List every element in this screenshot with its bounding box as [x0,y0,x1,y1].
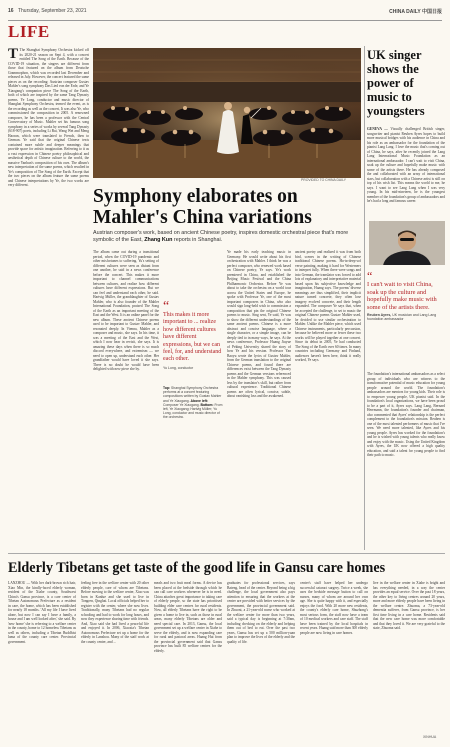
side-headline: UK singer shows the power of music to youngsters [367,48,425,118]
side-story-col-1 [367,127,445,219]
side-pull-quote [367,269,445,322]
side-pull-quote-text: I can't wait to visit China, soak up the culture and hopefully make music with some of the artists there. [367,281,437,311]
orchestra-image [93,48,361,178]
lead-story-col-1 [8,48,89,548]
bottom-story-text-5: center's staff have helped her undergo successful cataract surgery. Twice a week, she uses the bedside message button to call on nurses, many of whom are around her own age. She is quite happy with it, and especially enjoys the food. With 20 more new residents, the county's elderly care home, Shuzhong's most serious form, the staff now have a team of 10 medical workers and care staff. The staff have been trained by the local hospitals in recent years. Huang said more than 300 elderly people are now living in care homes. [300,581,368,635]
lead-story-col-2 [93,250,159,548]
caption-text-top: Shanghai Symphony Orchestra performs at a concert featuring compositions written by Gustav Mahler and Ye Xiaogang. [163,386,222,403]
bottom-story-col-1 [8,581,76,739]
side-dateline: GENEVA — [367,127,388,131]
bottom-story-text-2: feeling free in the welfare center with 20 other elderly people, care of whom are Tibetans. Before moving to the welfare center, Xiao was born in Kanlue and she used to live in Tongren, Qinghai. Local officials helped her to register with the center, where she now lives. Traditionally, many Tibetans had no regular schooling and had to work for long hours, and now they experience sharing time with friends. And, Xiao said she had lived a peaceful life and enjoyed it. In 2006, Xiaoxia's Tibetan Autonomous Prefecture set up a home for the elderly in Lanzhou. Many of the staff work at the county center, and ... [81,581,149,644]
side-quote-role: UK musician and Lang Lang foundation ambassador [367,313,437,322]
lead-headline: Symphony elaborates on Mahler's China variations [93,186,312,228]
caption-text-bottom: From left, Ye Xiaogang; Hartvig Müller; Yu Long, conductor and music director of the orchestra. [163,402,223,420]
side-quote-author: Reuben Ayres, [367,313,392,318]
pull-quote [163,299,223,370]
lead-story-text-2: The album came out during a transitional period, when the COVID-19 pandemic and other misfortunes to suffering. Yu's setting of different cultures were seen as distant from one another, he said in a news conference before the concert. This makes it more important to channel communications between cultures, and realize how different cultures have different expressions. But we can feel and understand each other, he said. Hartvig Müller, the granddaughter of Gustav Mahler, who is also founder of the Mahler International Foundation, praised The Song of the Earth as an important meeting of the East and the West. It is an online panel for the new album. These ancient Chinese poems used to be important to Gustav Mahler, and resonated deeply. In Vienna, Mahler as a composer and music, she says. In his time, it was a meeting of the East and the West, which I now hear in revisit, she says. It is amazing these days when there is so much discord everywhere, and extremism — we need to open up, understand each other. Her grandfather would have loved it she says. There is no doubt he would have been delighted with new piece she by. [93,250,159,371]
publication-title: CHINA DAILY [389,9,421,15]
section-divider [8,553,445,554]
section-title: LIFE [8,22,50,41]
page-header [8,8,442,21]
side-story-col-2 [367,372,445,546]
bottom-story-text-4: graduates for professional services, says Bateng, head of the center. Beyond being a big challenge, the local government also pays attention to ensuring that the workers at the center are provided with better services by the government, the provincial government said. In Zhuoni, a 21-year-old nurse who worked at the welfare center for more than two years, said a typical day is beginning at 7:30am, including checking on the elderly and helping them out of bed to eat. Over the past two years, Gansu has set up a 500 million-yuan plan to improve the lives of the elderly and the quality of life. [227,581,295,644]
bottom-story-text-3: meals and two fruit meal forms. A device has been placed at the bedside through which he can call care workers whenever he is in need. China attaches great importance to taking care of elderly people, so the state has prioritised building elder care centres for rural residents. Now, all elderly Tibetans have the right to be given a home to live in, such as those in rural areas, many elderly Tibetans are older and need special care. In 2013, Gansu, the local government set up a welfare center in Xiahe to serve the elderly, and is now expanding care for rural and pastoral areas. Huang Hui from the provincial government said that Gansu province has built 85 welfare centres for the elderly. [154,581,222,653]
quote-mark-icon: “ [163,299,170,314]
orchestra-photo [93,48,361,178]
byline: Zhang Kun [144,237,173,243]
singer-portrait [369,221,445,265]
bottom-headline: Elderly Tibetans get taste of the good life in Gansu care homes [8,560,386,576]
lead-story-col-3 [227,250,291,548]
lead-subhead-text: Austrian composer's work, based on ancient Chinese poetry, inspires domestic orchestral piece that's more symbolic of the East, [93,230,349,243]
lead-story-text-3: Ye made his early teaching music in Germany. He would write about his first orchestration with Mahler. I think he was a perfect composer, who renewed work based on Chinese poetry, Ye says. Ye's work premiered in China, and established the Beijing Music Festival and the China Philharmonic Orchestra. Before Ye was about to take the orchestra on a world tour across the United States and Europe, he spoke with Professor Ye, one of the most important composers in China, who also would sign long-held wish to commission a composition that pin the original Chinese poems to music. Sing sent, Ye said, Ye was to show the different understandings of the same ancient poems. Chinese is a more abstract and concise language, where a single character, or a simple image, can be deeply tied to in many ways, he says. At the news conference, Professor Huang Jiuyue of Peking University shared the story of how Ye and his version. Professor Yan Baoyu wrote the lyrics of Gustav Mahler, from the German translation to the original Chinese poems, and found there are differences exist between the Tang Dynasty poems and the German versions referenced in the Mahler symphony. This was caused less by the translator's skill, but rather from cultural experience. Traditional Chinese poems are often lyrical, concise, subtle, about vanishing loss and the awakened. [227,250,291,398]
singer-image [369,221,445,265]
lead-story-text-1: The Shanghai Symphony Orchestra kicked off its 2020-21 season on Sept 4, with a concert entitled The Song of the Earth. Because of the COVID-19 situation, the singers are different from those that featured on the album from Deutsche Grammophon, which was recorded last December and released in July. However, the concert featured the same pieces as on the recording: Austrian composer Gustav Mahler's song symphony Das Lied von der Erde, and Ye Xiaogang's companion piece The Song of the Earth, both of which are inspired by the same Tang Dynasty poems. Ye Long, conductor and music director of Shanghai Symphony Orchestra, termed the event, as is the recording as well as the concert, It was also Ye, who commissioned the composition in 2005. A renowned composer, he has been a professor with the Central Conservatory of Music. Mahler set his famous song symphony in a series of works by several Tang Dynasty (618-907) poets, including Li Bai, Wang Wei and Meng Haoran, which were translated to French, then to German. Ye said that the original Chinese texts contained more subtle and deeper meanings that provide space for artistic imagination. Referring to it as a vast expression in Chinese poetry philosophical and aesthetical depth of Chinese culture to the world, the massive Yanbun's composition of his own. The album's new interpretation of the same poems, which resulted in Ye's composition of The Song of the Earth. Except that the two pieces on the album feature the same poems and Chinese interpretations by Ye, the two works are very different. [8,48,89,187]
pull-quote-text: This makes it more important to ... realize how different cultures have different expressions, but we can feel, for, and understand each other. [163,312,222,363]
side-story-text-2: The foundation's international ambassadors as a select group of individuals who are witness to the transformative potential of music education for young people around the world. The foundation's ambassadors are mentors for young kids. Their role is to empower young people, UK pianist said. In the foundation's local organizations, we have been proud to be a part of it, Ayres says. Lang Lang, Bernard Herrmann, the foundation's founder and chairman, also commented that Ayres' relationship is the perfect complement to the foundation's mission. Reuben is one of the most talented performers of music that I've seen. We need more talented, like Ayres and his young people. Ayres has worked for the foundation's and he is wished with young talents who really know and enjoy with the music. Using the United Kingdom with Ayres, the UK now offered a high quality education, and said a talent for young people to find their path to music. [367,372,445,457]
bottom-story-text-6: live in the welfare center in Xiahe is bright and has everything needed, in a way the center provides an equal service. Over the past 18 years, the other key to living centres around 20 years, more and more elderly people have been living in the welfare centre. Zhuoma, a 73-year-old dementia sufferer, from Gansu province, is her first time living in a care home. Residents said that the new care home was more comfortable and that they loved it. We are very grateful to the state, Zhuoma said. [373,581,445,630]
bottom-story-col-2 [81,581,149,739]
photo-credit: PROVIDED TO CHINA DAILY [301,178,347,182]
photo-caption [163,386,223,420]
byline-suffix: reports in Shanghai. [173,237,223,243]
side-pull-quote-attribution [367,313,445,321]
page-number: 16 [8,8,14,14]
pull-quote-author: Yu Long, conductor [163,365,194,370]
bottom-credit: XINHUA [423,735,437,739]
publication-name [389,8,442,15]
column-divider [364,46,365,550]
bottom-story-col-4 [227,581,295,739]
side-story-text-1: Visually challenged British singer, songwriter and pianist Reuben Ayres hopes to build more musical bridges with his audience in China and his role as an ambassador for the foundation of the pianist Lang Lang. I love the music that's coming out of China, he says, after he recently joined the Lang Lang International Music Foundation as an international ambassador. I can't wait to visit China, soak up the culture and hopefully make music with some of the artists there. He has already composed the and collaborated with an array of international stars, but collaboration with a Chinese artist is still on top of his wish list. This means the world to me, he says. I want to see Lang Lang when I was very young. In his mid-nineteen, he is the youngest member of the foundation's group of ambassadors and he's had a long and famous career. [367,127,445,203]
bottom-story-col-3 [154,581,222,739]
lead-story-col-4 [295,250,361,548]
issue-date: Thursday, September 23, 2021 [17,8,87,14]
publication-title-cn: 中国日报 [421,9,442,15]
bottom-story-text-1: LANZHOU — With her dark-brown rich hair, Xiao Min, the kindly-faced elderly woman, resident of the Xiahe county, Southwest China's Gansu province, is a care center of Tibetan Autonomous Prefecture as a resident in care, the home, which has been established for nearly 18 months. 'All my life I have lived alone, but now I can say I have a family, a house and I am well looked after,' she said. By 'new home' she is referring to a welfare center in the county, home to 12 homeless Tibetans as well as others, including a Tibetan Buddhist lama of the county care center. Provincial government. [8,581,76,644]
lead-story-text-4: ancient poetry and realized it was from both bird, scenes in the writing of Chinese traditional Chinese poems. Ha-ta-deep-sof verse painting, making it hard for Westerners to interpret fully. When there were songs and into German, the translator was forced to add lots of explanatory and interpretative material based upon his subjective knowledge and imagination, Huang says. The poems' diverse meanings are thus simplified, their implicit nature turned concrete, they often lose imagery evolved concrete, and their length expanded. The composer Ye says that, when he accepted the challenge, to set to music the original Chinese poems Gustav Mahler used, he decided to use similar orchestration to Mahler. Unlike the Mahler piece, which used Chinese instruments, particularly percussion, because he believed more or fewer these two works will be played together at one concert. Since its debut in 2005, Ye had conducted The Song of the Earth over 60 times. In many countries including Germany and Finland, audiences haven't been here, think it really worked, Ye says. [295,250,361,362]
bottom-story-col-6 [373,581,445,733]
caption-label-bottom: Bottom: [200,402,214,407]
bottom-story-col-5 [300,581,368,739]
quote-mark-icon: “ [367,269,373,283]
caption-label-top: Top: [163,386,171,390]
drop-cap: T [8,48,19,62]
caption-label-above: Above left: [190,398,209,403]
lead-subhead [93,230,363,244]
caption-text-above: Composer Ye Xiaogang. [163,402,200,407]
